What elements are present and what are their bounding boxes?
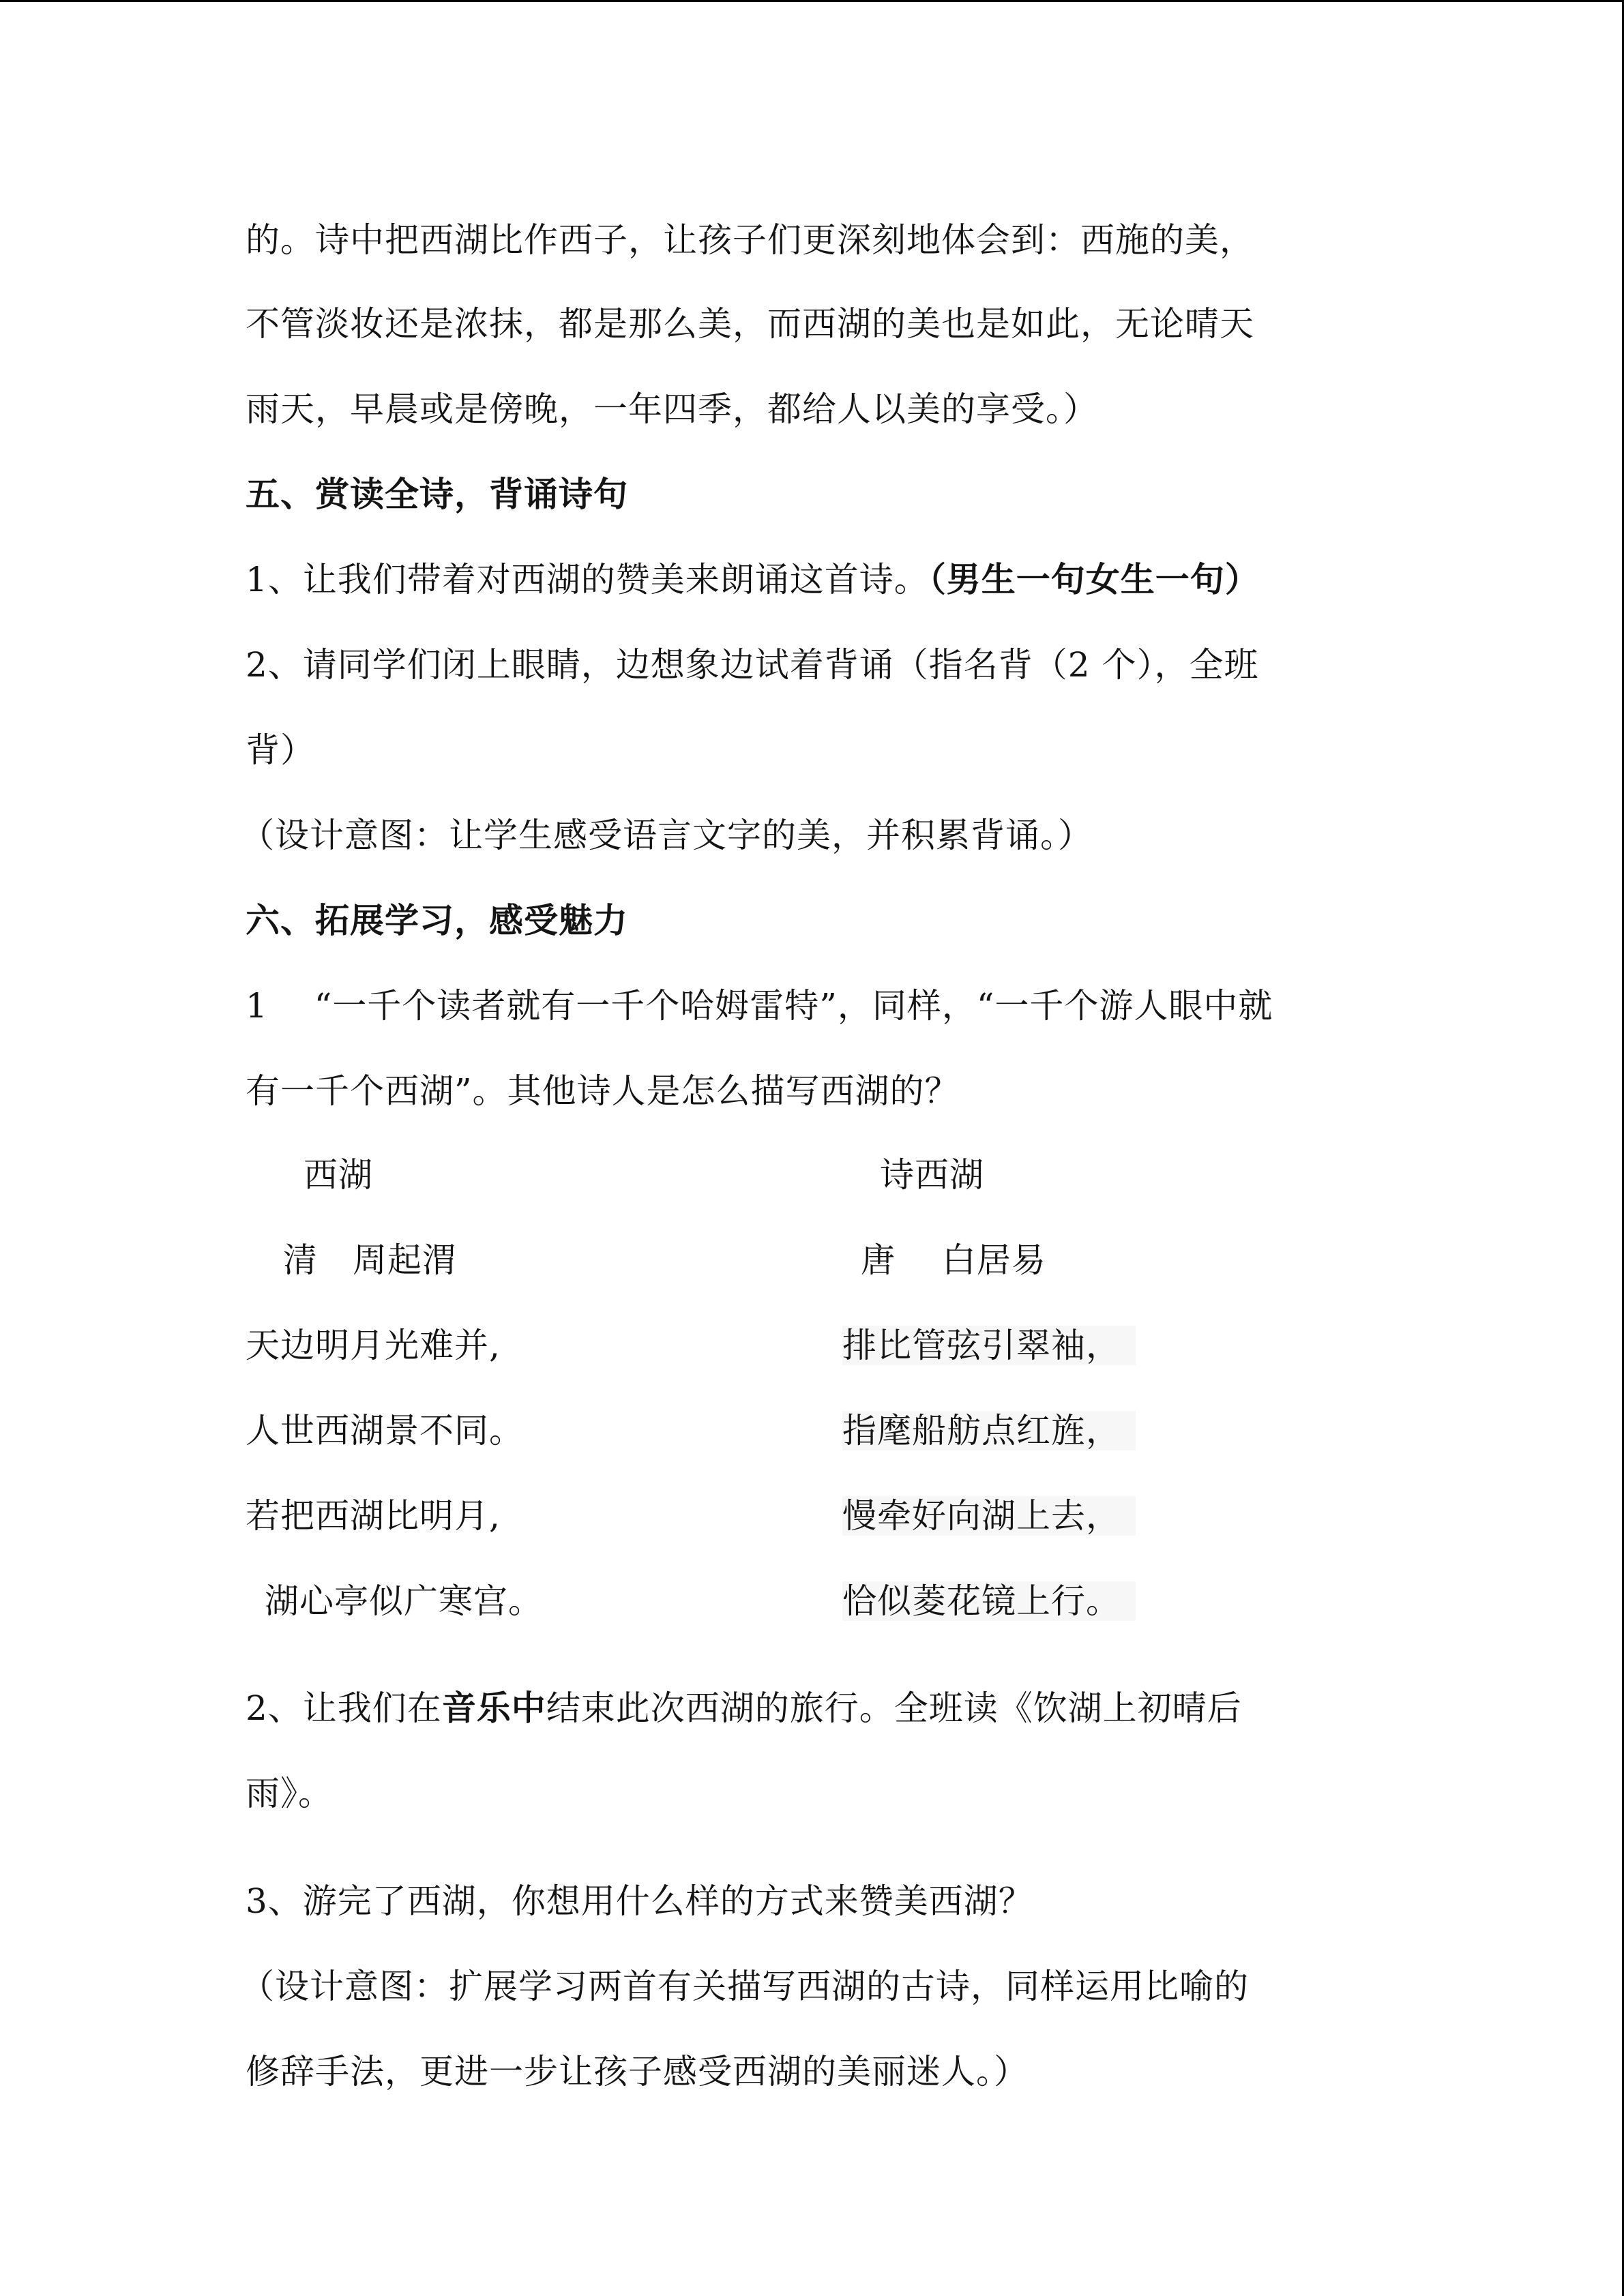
section-5-item-1-bold: （男生一句女生一句）: [928, 559, 1260, 599]
intro-line-2: 不管淡妆还是浓抹，都是那么美，而西湖的美也是如此，无论晴天: [246, 304, 1254, 344]
section-5-design-note: （设计意图：让学生感受语言文字的美，并积累背诵。）: [240, 816, 1093, 855]
poem-right-line-1: [842, 1325, 1136, 1366]
poem-left-line-4: 湖心亭似广寒宫。: [265, 1581, 543, 1621]
intro-line-3: 雨天，早晨或是傍晚，一年四季，都给人以美的享受。）: [246, 389, 1098, 429]
intro-line-1: 的。诗中把西湖比作西子，让孩子们更深刻地体会到：西施的美，: [246, 220, 1254, 260]
section-5-item-2-line-2: 背）: [246, 730, 315, 770]
poem-left-line-3: 若把西湖比明月,: [246, 1496, 501, 1536]
section-6-item-2-line-2: 雨》。: [246, 1774, 333, 1813]
poem-right-author: 唐 白居易: [861, 1240, 1046, 1280]
section-6-design-line-2: 修辞手法，更进一步让孩子感受西湖的美丽迷人。）: [246, 2052, 1029, 2091]
poem-left-line-2: 人世西湖景不同。: [246, 1411, 524, 1450]
section-5-item-1-text: 1、让我们带着对西湖的赞美来朗诵这首诗。: [246, 560, 929, 599]
section-6-design-line-1: （设计意图：扩展学习两首有关描写西湖的古诗，同样运用比喻的: [240, 1967, 1249, 2006]
section-6-item-2-post: 结束此次西湖的旅行。全班读《饮湖上初晴后: [546, 1688, 1242, 1728]
section-6-heading: 六、拓展学习，感受魅力: [246, 900, 628, 940]
poem-left-author: 清 周起渭: [283, 1240, 457, 1280]
poem-right-line-4-text: 恰似菱花镜上行。: [842, 1581, 1136, 1621]
section-5-item-1: [246, 559, 1260, 600]
poem-right-line-3-text: 慢牵好向湖上去，: [842, 1496, 1136, 1536]
section-6-item-1-line-2: 有一千个西湖”。其他诗人是怎么描写西湖的？: [246, 1071, 960, 1111]
section-6-item-3: 3、游完了西湖，你想用什么样的方式来赞美西湖？: [246, 1881, 1033, 1921]
poem-right-line-3: [842, 1495, 1136, 1536]
poem-right-line-2: [842, 1410, 1136, 1451]
poem-right-title: 诗西湖: [880, 1155, 984, 1195]
section-6-item-2-pre: 2、让我们在: [246, 1688, 442, 1728]
section-6-item-1-line-1: 1 “一千个读者就有一千个哈姆雷特”，同样，“一千个游人眼中就: [246, 986, 1273, 1026]
poem-left-title: 西湖: [304, 1155, 373, 1195]
section-6-item-2-line-1: [246, 1688, 1242, 1729]
section-5-item-2-line-1: 2、请同学们闭上眼睛，边想象边试着背诵（指名背（2 个），全班: [246, 645, 1259, 685]
poem-left-line-1: 天边明月光难并,: [246, 1326, 501, 1365]
section-5-heading: 五、赏读全诗，背诵诗句: [246, 474, 628, 514]
poem-right-line-1-text: 排比管弦引翠袖，: [842, 1326, 1136, 1365]
section-6-item-2-bold: 音乐中: [441, 1688, 546, 1728]
poem-right-line-4: [842, 1581, 1136, 1622]
poem-right-line-2-text: 指麾船舫点红旌，: [842, 1411, 1136, 1450]
page-border-top: [0, 0, 1624, 2]
